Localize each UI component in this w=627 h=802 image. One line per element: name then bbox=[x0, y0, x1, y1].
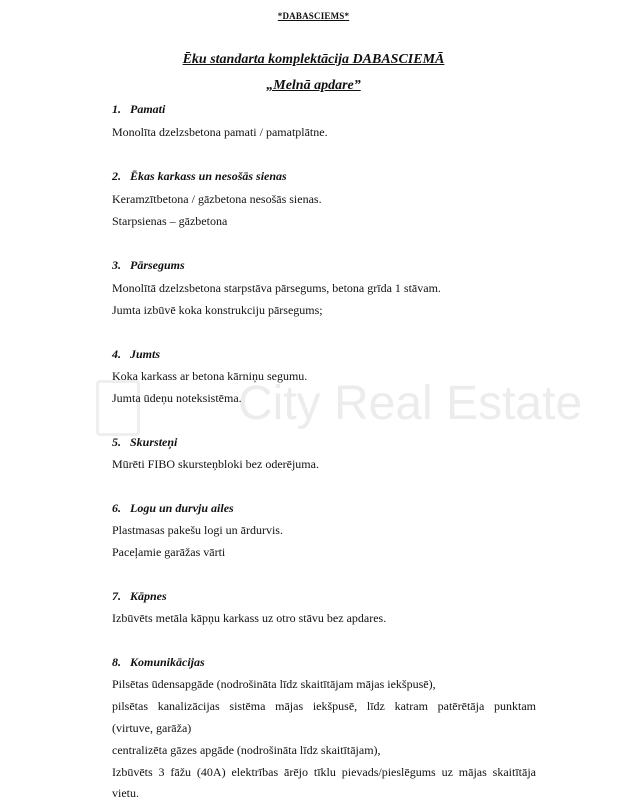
section-title: Jumts bbox=[130, 347, 161, 361]
section-number: 2. bbox=[112, 169, 121, 183]
section-text-line: Keramzītbetona / gāzbetona nesošās sienas. bbox=[112, 192, 322, 206]
section-title: Pārsegums bbox=[130, 258, 185, 272]
section-text-line: Jumta izbūvē koka konstrukciju pārsegums; bbox=[112, 303, 323, 317]
section-heading-komunikacijas bbox=[112, 655, 205, 670]
section-heading-kapnes bbox=[112, 589, 167, 604]
section-title: Kāpnes bbox=[130, 589, 167, 603]
section-number: 5. bbox=[112, 435, 121, 449]
section-title: Ēkas karkass un nesošās sienas bbox=[130, 169, 287, 183]
section-text-line: Mūrēti FIBO skursteņbloki bez oderējuma. bbox=[112, 457, 319, 471]
section-text-line: (virtuve, garāža) bbox=[112, 721, 192, 735]
section-text-line: Monolītā dzelzsbetona starpstāva pārsegums, betona grīda 1 stāvam. bbox=[112, 281, 441, 295]
section-text-line: vietu. bbox=[112, 786, 139, 800]
section-number: 3. bbox=[112, 258, 121, 272]
section-heading-skursteni bbox=[112, 435, 177, 450]
section-heading-pamati bbox=[112, 102, 165, 117]
section-heading-logi bbox=[112, 501, 234, 516]
section-number: 6. bbox=[112, 501, 121, 515]
watermark-logo-icon bbox=[96, 380, 140, 436]
section-text-line: Izbūvēts metāla kāpņu karkass uz otro stāvu bez apdares. bbox=[112, 611, 387, 625]
document-tag: *DABASCIEMS* bbox=[277, 11, 350, 21]
document-subtitle: „Melnā apdare” bbox=[266, 78, 361, 93]
section-number: 8. bbox=[112, 655, 121, 669]
section-title: Skursteņi bbox=[130, 435, 178, 449]
section-heading-parsegums bbox=[112, 258, 185, 273]
section-text-line: pilsētas kanalizācijas sistēma mājas iekšpusē, līdz katram patērētāja punktam bbox=[112, 699, 536, 713]
document-title: Ēku standarta komplektācija DABASCIEMĀ bbox=[182, 52, 445, 67]
section-text-line: Pilsētas ūdensapgāde (nodrošināta līdz skaitītājam mājas iekšpusē), bbox=[112, 677, 436, 691]
section-text-line: Izbūvēts 3 fāžu (40A) elektrības ārējo tīklu pievads/pieslēgums uz mājas skaitītāja bbox=[112, 765, 536, 779]
section-text-line: Paceļamie garāžas vārti bbox=[112, 545, 226, 559]
section-text-line: Jumta ūdeņu noteksistēma. bbox=[112, 391, 242, 405]
section-title: Logu un durvju ailes bbox=[130, 501, 234, 515]
section-text-line: Monolīta dzelzsbetona pamati / pamatplātne. bbox=[112, 125, 328, 139]
section-number: 1. bbox=[112, 102, 121, 116]
section-title: Komunikācijas bbox=[130, 655, 205, 669]
section-number: 7. bbox=[112, 589, 121, 603]
section-heading-jumts bbox=[112, 347, 160, 362]
watermark-text: City Real Estate bbox=[238, 377, 583, 430]
section-text-line: Koka karkass ar betona kārniņu segumu. bbox=[112, 369, 308, 383]
section-heading-karkass bbox=[112, 169, 287, 184]
section-title: Pamati bbox=[130, 102, 166, 116]
section-text-line: Starpsienas – gāzbetona bbox=[112, 214, 228, 228]
section-text-line: Plastmasas pakešu logi un ārdurvis. bbox=[112, 523, 283, 537]
section-text-line: centralizēta gāzes apgāde (nodrošināta līdz skaitītājam), bbox=[112, 743, 381, 757]
section-number: 4. bbox=[112, 347, 121, 361]
